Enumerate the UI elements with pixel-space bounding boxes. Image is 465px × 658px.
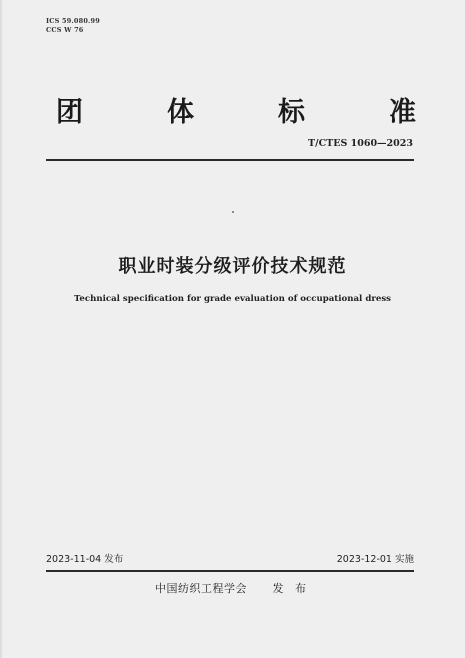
standard-number: T/CTES 1060—2023 [308,138,413,149]
scan-edge-shadow [0,0,3,658]
issuer-name: 中国纺织工程学会 [155,582,247,595]
issuer-line [0,580,465,596]
scan-speck [232,211,234,213]
document-title-english: Technical specification for grade evaluation of occupational dress [74,294,391,304]
classification-codes [46,17,100,35]
document-title-chinese: 职业时装分级评价技术规范 [118,256,347,277]
implement-date: 2023-12-01 实施 [336,554,414,565]
standard-type-char: 标 [278,97,305,128]
top-divider [46,159,414,161]
standard-type-char: 团 [56,97,83,128]
standard-type-heading [56,90,416,129]
ics-code: ICS 59.080.99 [46,17,100,25]
publish-date: 2023-11-04 发布 [46,554,124,565]
standard-type-char: 体 [167,97,194,128]
ccs-code: CCS W 76 [46,26,84,34]
bottom-divider [46,570,414,572]
date-row [46,551,414,565]
publish-label: 发 布 [272,582,310,595]
standard-type-char: 准 [389,97,416,128]
